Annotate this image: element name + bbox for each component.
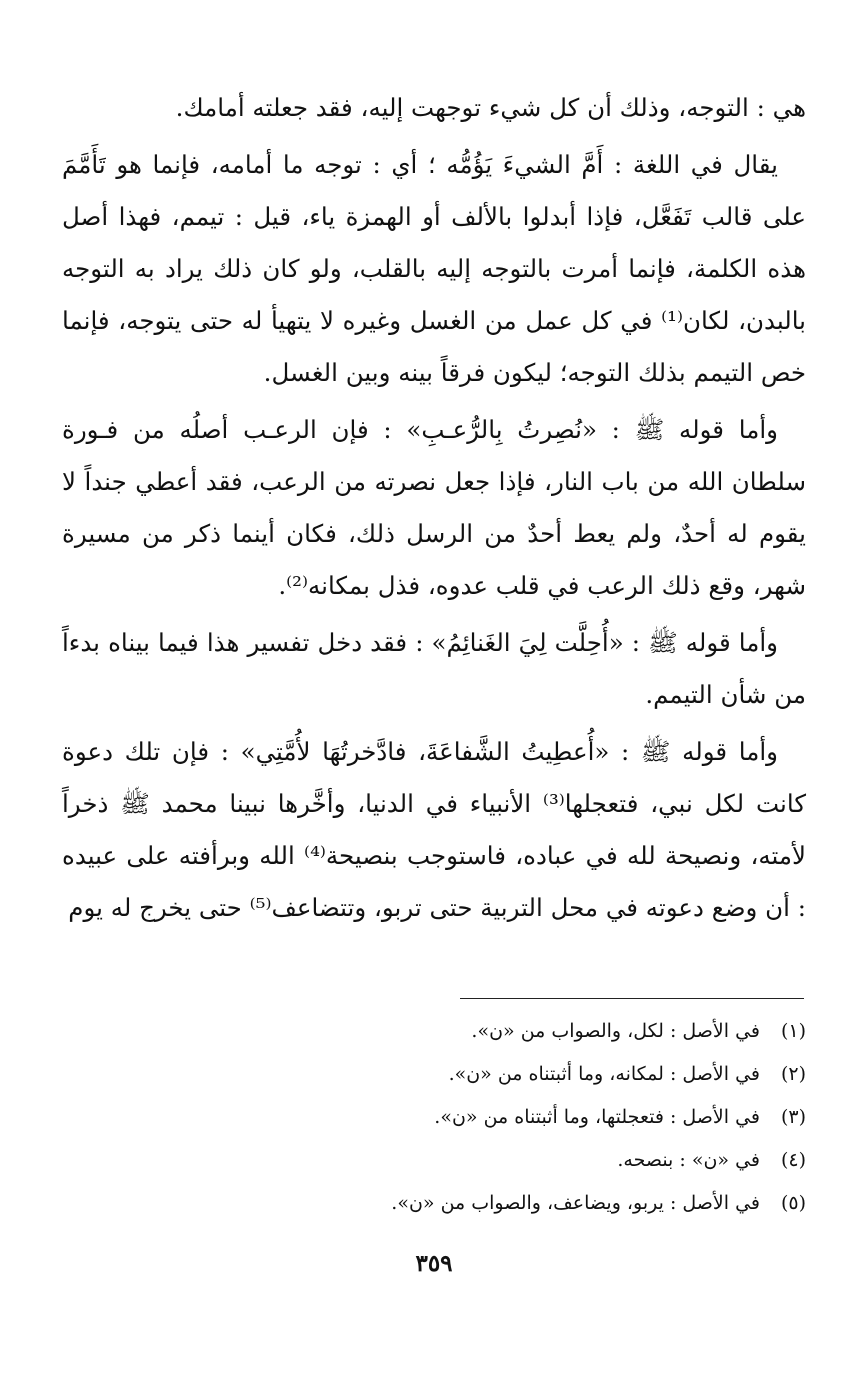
footnotes-list bbox=[62, 1010, 806, 1225]
footnote-number: (١) bbox=[780, 1020, 806, 1042]
paragraph-1: هي : التوجه، وذلك أن كل شيء توجهت إليه، فقد جعلته أمامك. bbox=[175, 93, 806, 122]
footnote-text: في الأصل : لكل، والصواب من «ن». bbox=[471, 1020, 760, 1042]
paragraph-4: وأما قوله ﷺ : «أُحِلَّت لِيَ الغَنائِمُ» : فقد دخل تفسير هذا فيما بيناه بدءاً من شأن التيمم. bbox=[62, 628, 806, 709]
paragraph-3: وأما قوله ﷺ : «نُصِرتُ بِالرُّعـبِ» : فإن الرعـب أصلُه من فـورة سلطان الله من باب النار، فإذا جعل نصرته من الرعب، فقد أعطي جنداً لا يقوم له أحدٌ، ولم يعط أحدٌ من الرسل ذلك، فكان أينما ذكر من مسيرة شهر، وقع ذلك الرعب في قلب عدوه، فذل بمكانه⁽²⁾. bbox=[62, 415, 806, 600]
footnote-number: (٤) bbox=[780, 1149, 806, 1171]
footnote-5 bbox=[62, 1182, 806, 1225]
paragraph-5: وأما قوله ﷺ : «أُعطِيتُ الشَّفاعَةَ، فادَّخرتُهَا لأُمَّتِي» : فإن تلك دعوة كانت لكل نبي، فتعجلها⁽³⁾ الأنبياء في الدنيا، وأخَّرها نبينا محمد ﷺ ذخراً لأمته، ونصيحة لله في عباده، فاستوجب بنصيحة⁽⁴⁾ الله وبرأفته على عبيده : أن وضع دعوته في محل التربية حتى تربو، وتتضاعف⁽⁵⁾ حتى يخرج له يوم bbox=[62, 737, 806, 922]
footnote-divider bbox=[460, 998, 804, 999]
footnote-1 bbox=[62, 1010, 806, 1053]
footnote-number: (٥) bbox=[780, 1192, 806, 1214]
page-number: ٣٥٩ bbox=[415, 1250, 453, 1277]
footnote-text: في الأصل : فتعجلتها، وما أثبتناه من «ن». bbox=[434, 1106, 760, 1128]
footnote-4 bbox=[62, 1139, 806, 1182]
footnote-text: في الأصل : يربو، ويضاعف، والصواب من «ن». bbox=[391, 1192, 760, 1214]
footnote-number: (٢) bbox=[780, 1063, 806, 1085]
footnote-2 bbox=[62, 1053, 806, 1096]
footnote-number: (٣) bbox=[780, 1106, 806, 1128]
footnote-text: في «ن» : بنصحه. bbox=[617, 1149, 760, 1171]
footnote-3 bbox=[62, 1096, 806, 1139]
main-text bbox=[62, 82, 806, 934]
footnote-text: في الأصل : لمكانه، وما أثبتناه من «ن». bbox=[448, 1063, 760, 1085]
paragraph-2: يقال في اللغة : أَمَّ الشيءَ يَؤُمُّه ؛ أي : توجه ما أمامه، فإنما هو تَأَمَّمَ على قالب تَفَعَّل، فإذا أبدلوا بالألف أو الهمزة ياء، قيل : تيمم، فهذا أصل هذه الكلمة، فإنما أمرت بالتوجه إليه بالقلب، ولو كان ذلك يراد به التوجه بالبدن، لكان⁽¹⁾ في كل عمل من الغسل وغيره لا يتهيأ له حتى يتوجه، فإنما خص التيمم بذلك التوجه؛ ليكون فرقاً بينه وبين الغسل. bbox=[62, 150, 806, 387]
